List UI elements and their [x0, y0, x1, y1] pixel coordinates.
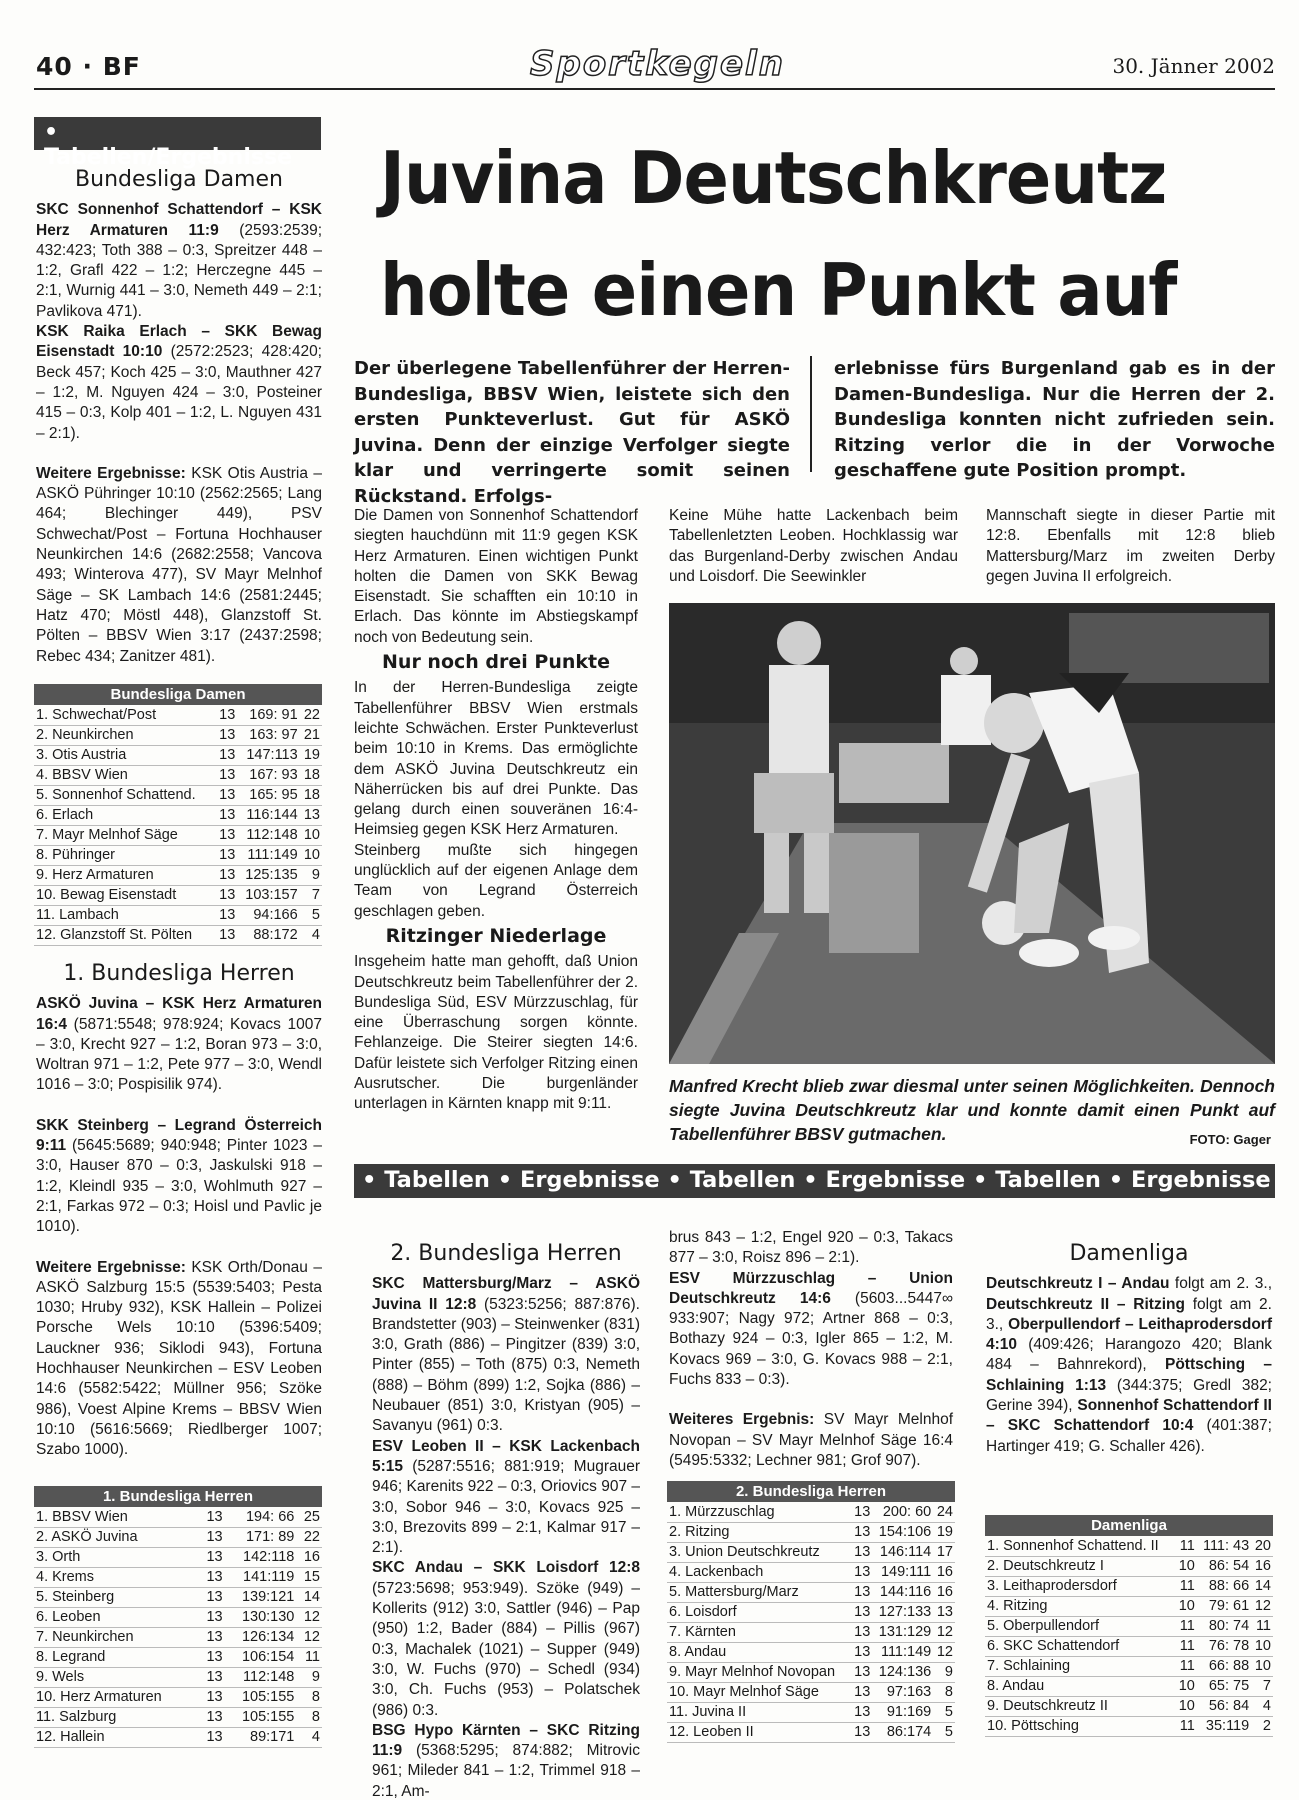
table-row: [667, 1542, 955, 1562]
points-cell: 12: [303, 1609, 320, 1625]
table-row: [34, 1627, 322, 1647]
table-row: [667, 1502, 955, 1522]
points-cell: 17: [936, 1544, 953, 1560]
bowling-photo: [669, 603, 1275, 1064]
score-cell: 86:174: [886, 1724, 932, 1740]
points-cell: 20: [1254, 1537, 1271, 1554]
games-cell: 13: [206, 1729, 223, 1745]
table-row: [667, 1522, 955, 1542]
points-cell: 12: [1254, 1598, 1271, 1614]
table-row: [34, 1727, 322, 1747]
score-cell: 86: 54: [1208, 1558, 1250, 1574]
score-cell: 91:169: [886, 1704, 932, 1720]
table-row: [34, 925, 322, 945]
team-cell: 9. Wels: [36, 1669, 85, 1685]
table-row: [985, 1656, 1273, 1676]
score-cell: 131:129: [878, 1624, 932, 1640]
result-paragraph: ASKÖ Juvina – KSK Herz Armaturen 16:4 (5871:5548; 978:924; Kovacs 1007 – 3:0, Krecht 927 – 1:2, Boran 973 – 3:0, Woltran 971 – 1:2, Pete 977 – 3:0, Wendl 1016 – 3:0; Pospisilik 974).: [36, 995, 322, 1094]
damenliga-heading: Damenliga: [1069, 1241, 1189, 1266]
table-row: [34, 1567, 322, 1587]
score-cell: 116:144: [246, 807, 298, 823]
games-cell: 13: [219, 927, 236, 943]
games-cell: 13: [854, 1584, 871, 1600]
team-cell: 3. Union Deutschkreutz: [669, 1544, 820, 1560]
games-cell: 10: [1178, 1558, 1195, 1574]
score-cell: 111:149: [247, 847, 298, 863]
table-row: [34, 1527, 322, 1547]
section-tag: • Tabellen/Ergebnisse: [34, 117, 321, 150]
lead-right: erlebnisse fürs Burgenland gab es in der Damen-Bundesliga. Nur die Herren der 2. Bundesliga konnten nicht zufrieden sein. Ritzing verlor die in der Vorwoche geschaffene gute Position prompt.: [834, 358, 1275, 481]
points-cell: 8: [944, 1684, 953, 1700]
left-column: [36, 166, 322, 667]
games-cell: 10: [1178, 1678, 1195, 1694]
games-cell: 13: [206, 1649, 223, 1665]
team-cell: 4. Lackenbach: [669, 1564, 764, 1580]
points-cell: 24: [936, 1503, 953, 1520]
table-row: [34, 785, 322, 805]
standings-table-2-bundesliga-herren: [667, 1481, 955, 1743]
points-cell: 5: [944, 1724, 953, 1740]
table-row: [667, 1662, 955, 1682]
games-cell: 13: [219, 747, 236, 763]
table-row: [667, 1642, 955, 1662]
games-cell: 11: [1179, 1638, 1195, 1654]
bundesliga-2-heading: 2. Bundesliga Herren: [390, 1241, 622, 1266]
table-row: [667, 1702, 955, 1722]
points-cell: 9: [311, 867, 320, 883]
table-row: [667, 1722, 955, 1742]
games-cell: 13: [206, 1629, 223, 1645]
team-cell: 12. Hallein: [36, 1729, 105, 1745]
score-cell: 89:171: [250, 1729, 295, 1745]
table-row: [34, 825, 322, 845]
headline: Juvina Deutschkreutz holte einen Punkt auf: [380, 136, 1177, 332]
team-cell: 3. Leithaprodersdorf: [987, 1578, 1117, 1594]
table-row: [985, 1556, 1273, 1576]
points-cell: 7: [1262, 1678, 1271, 1694]
team-cell: 7. Kärnten: [669, 1624, 736, 1640]
issue-date: 30. Jänner 2002: [1112, 54, 1275, 78]
team-cell: 2. Ritzing: [669, 1524, 730, 1540]
score-cell: 76: 78: [1208, 1638, 1250, 1654]
games-cell: 13: [206, 1669, 223, 1685]
article-column-3: Mannschaft siegte in dieser Partie mit 12:8. Ebenfalls mit 12:8 blieb Mattersburg/Marz im zweiten Derby gegen Juvina II erfolgreich.: [986, 507, 1275, 585]
team-cell: 3. Otis Austria: [36, 747, 127, 763]
table-row: [985, 1716, 1273, 1736]
team-cell: 10. Herz Armaturen: [36, 1689, 162, 1705]
score-cell: 171: 89: [245, 1529, 295, 1545]
games-cell: 13: [219, 767, 236, 783]
score-cell: 141:119: [243, 1569, 295, 1585]
table-row: [34, 705, 322, 725]
games-cell: 13: [219, 807, 236, 823]
team-cell: 2. Deutschkreutz I: [987, 1558, 1104, 1574]
header-rule: [34, 88, 1275, 90]
points-cell: 5: [944, 1704, 953, 1720]
table-row: [34, 1507, 322, 1527]
games-cell: 13: [206, 1569, 223, 1585]
score-cell: 146:114: [879, 1544, 932, 1560]
score-cell: 139:121: [241, 1589, 295, 1605]
games-cell: 13: [854, 1724, 871, 1740]
points-cell: 4: [311, 1729, 320, 1745]
team-cell: 9. Mayr Melnhof Novopan: [669, 1664, 836, 1680]
bundesliga-2-column-1: 2. Bundesliga Herren SKC Mattersburg/Marz – ASKÖ Juvina II 12:8 (5323:5256; 887:876). Brandstetter (903) – Steinwenker (831) 3:0, Grath (886) – Pingitzer (839) 3:0, Pinter (855) – Toth (875) 0:3, Nemeth (888) – Böhm (899) 1:2, Sojka (886) – Neubauer (851) 3:0, Kristyan (905) – Savanyu (961) 0:3. ESV Leoben II – KSK Lackenbach 5:15 (5287:5516; 881:919; Mugrauer 946; Karenits 922 – 0:3, Oriovics 907 – 3:0, Sobor 946 – 3:0, Kovacs 925 – 3:0, Brezovits 899 – 2:1, Kalmar 917 – 2:1). SKC Andau – SKK Loisdorf 12:8 (5723:5698; 953:949). Szöke (949) – Kollerits (912) 3:0, Sattler (946) – Pap (950) 1:2, Bader (884) – Pillis (967) 0:3, Machalek (1021) – Supper (949) 3:0, W. Fuchs (970) – Schedl (934) 3:0, Ch. Fuchs (953) – Polatschek (986) 0:3. BSG Hypo Kärnten – SKC Ritzing 11:9 (5368:5295; 874:882; Mitrovic 961; Mileder 841 – 1:2, Trimmel 918 – 2:1, Am-: [372, 1241, 640, 1800]
table-row: [34, 765, 322, 785]
team-cell: 7. Neunkirchen: [36, 1629, 134, 1645]
table-row: [667, 1682, 955, 1702]
points-cell: 16: [936, 1584, 953, 1600]
games-cell: 10: [1178, 1698, 1195, 1714]
games-cell: 13: [219, 847, 236, 863]
points-cell: 10: [1254, 1658, 1271, 1674]
team-cell: 5. Sonnenhof Schattend.: [36, 787, 196, 803]
table-row: [985, 1536, 1273, 1556]
article-column-2: Keine Mühe hatte Lackenbach beim Tabellenletzten Leoben. Hochklassig war das Burgenland-Derby zwischen Andau und Loisdorf. Die Seewinkler: [669, 507, 958, 585]
score-cell: 127:133: [878, 1604, 932, 1620]
points-cell: 22: [303, 706, 320, 723]
table-row: [667, 1622, 955, 1642]
team-cell: 4. BBSV Wien: [36, 767, 128, 783]
table-row: [985, 1596, 1273, 1616]
score-cell: 106:154: [241, 1649, 295, 1665]
games-cell: 13: [206, 1609, 223, 1625]
table-row: [667, 1602, 955, 1622]
table-row: [34, 745, 322, 765]
team-cell: 12. Glanzstoff St. Pölten: [36, 927, 193, 943]
team-cell: 8. Andau: [669, 1644, 727, 1660]
score-cell: 35:119: [1205, 1718, 1250, 1734]
games-cell: 11: [1179, 1658, 1195, 1674]
score-cell: 130:130: [241, 1609, 295, 1625]
table-row: [34, 885, 322, 905]
table-title: 1. Bundesliga Herren: [34, 1486, 322, 1507]
score-cell: 169: 91: [249, 706, 298, 723]
games-cell: 13: [854, 1704, 871, 1720]
score-cell: 165: 95: [249, 787, 298, 803]
points-cell: 11: [304, 1649, 320, 1665]
table-title: Bundesliga Damen: [34, 684, 322, 705]
table-row: [34, 805, 322, 825]
result-paragraph: SKK Steinberg – Legrand Österreich 9:11 (5645:5689; 940:948; Pinter 1023 – 3:0, Hauser 870 – 0:3, Jaskulski 918 – 1:2, Kleindl 935 – 3:0, Wohlmuth 927 – 2:1, Farkas 972 – 0:3; Hoisl und Pavlic je 1010).: [36, 1116, 322, 1236]
lead-left: Der überlegene Tabellenführer der Herren-Bundesliga, BBSV Wien, leistete sich den ersten Punkteverlust. Gut für ASKÖ Juvina. Denn der einzige Verfolger siegte klar und verringerte somit seinen Rückstand. Erfolgs-: [354, 358, 790, 507]
table-row: [34, 1687, 322, 1707]
points-cell: 8: [311, 1689, 320, 1705]
score-cell: 80: 74: [1208, 1618, 1250, 1634]
team-cell: 11. Juvina II: [669, 1704, 747, 1720]
team-cell: 9. Deutschkreutz II: [987, 1698, 1108, 1714]
table-row: [34, 1607, 322, 1627]
score-cell: 154:106: [878, 1524, 932, 1540]
photo-credit: FOTO: Gager: [1189, 1132, 1271, 1147]
games-cell: 11: [1179, 1718, 1195, 1734]
points-cell: 14: [1254, 1578, 1271, 1594]
points-cell: 4: [311, 927, 320, 943]
photo-illustration: [669, 603, 1275, 1064]
points-cell: 18: [303, 787, 320, 803]
points-cell: 10: [303, 827, 320, 843]
score-cell: 144:116: [879, 1584, 932, 1600]
table-row: [34, 1667, 322, 1687]
games-cell: 13: [854, 1564, 871, 1580]
games-cell: 13: [219, 827, 236, 843]
team-cell: 8. Pühringer: [36, 847, 115, 863]
score-cell: 112:148: [243, 1669, 295, 1685]
team-cell: 10. Mayr Melnhof Säge: [669, 1684, 819, 1700]
team-cell: 1. BBSV Wien: [36, 1508, 128, 1525]
table-row: [34, 905, 322, 925]
points-cell: 11: [1255, 1618, 1271, 1634]
games-cell: 13: [219, 867, 236, 883]
result-paragraph: Weitere Ergebnisse: KSK Otis Austria – ASKÖ Pühringer 10:10 (2562:2565; Lang 464; Blechinger 449), PSV Schwechat/Post – Fortuna Hochhauser Neunkirchen 14:6 (2682:2558; Vancova 493; Winterova 477), SV Mayr Melnhof Säge – SK Lambach 14:6 (2581:2445; Hatz 470; Möstl 448), Glanzstoff St. Pölten – BBSV Wien 3:17 (2437:2598; Rebec 434; Zanitzer 481).: [36, 464, 322, 665]
score-cell: 88:172: [253, 927, 298, 943]
result-paragraph: KSK Raika Erlach – SKK Bewag Eisenstadt 10:10 (2572:2523; 428:420; Beck 457; Koch 425 – 3:0, Mauthner 427 – 1:2, M. Nguyen 424 – 3:0, Posteiner 415 – 0:3, Kolp 401 – 1:2, L. Nguyen 431 – 2:1).: [36, 323, 322, 442]
games-cell: 10: [1178, 1598, 1195, 1614]
points-cell: 13: [936, 1604, 953, 1620]
games-cell: 13: [219, 727, 236, 743]
table-row: [667, 1582, 955, 1602]
games-cell: 11: [1179, 1618, 1195, 1634]
team-cell: 8. Andau: [987, 1678, 1045, 1694]
games-cell: 11: [1179, 1578, 1195, 1594]
team-cell: 6. SKC Schattendorf: [987, 1638, 1120, 1654]
table-row: [34, 1647, 322, 1667]
damenliga-column: Damenliga Deutschkreutz I – Andau folgt am 2. 3., Deutschkreutz II – Ritzing folgt am 2. 3., Oberpullendorf – Leithaprodersdorf 4:10 (409:426; Harangozo 420; Blank 484 – Bahnrekord), Pöttsching – Schlaining 1:13 (344:375; Gredl 382; Gerine 394), Sonnenhof Schattendorf II – SKC Schattendorf 10:4 (401:387; Hartinger 419; G. Schaller 426).: [986, 1241, 1273, 1455]
table-row: [34, 725, 322, 745]
standings-table-1-bundesliga-herren: [34, 1486, 322, 1748]
points-cell: 10: [1254, 1638, 1271, 1654]
games-cell: 13: [854, 1624, 871, 1640]
score-cell: 79: 61: [1208, 1598, 1250, 1614]
team-cell: 12. Leoben II: [669, 1724, 754, 1740]
games-cell: 13: [854, 1684, 871, 1700]
team-cell: 1. Mürzzuschlag: [669, 1503, 775, 1520]
team-cell: 1. Sonnenhof Schattend. II: [987, 1537, 1159, 1554]
score-cell: 149:111: [880, 1564, 932, 1580]
points-cell: 16: [1254, 1558, 1271, 1574]
games-cell: 13: [219, 907, 236, 923]
team-cell: 2. Neunkirchen: [36, 727, 134, 743]
photo-caption: Manfred Krecht blieb zwar diesmal unter seinen Möglichkeiten. Dennoch siegte Juvina Deutschkreutz klar und konnte damit einen Punkt auf Tabellenführer BBSV gutmachen.: [669, 1076, 1275, 1144]
games-cell: 13: [854, 1544, 871, 1560]
score-cell: 103:157: [245, 887, 298, 903]
team-cell: 6. Loisdorf: [669, 1604, 737, 1620]
team-cell: 2. ASKÖ Juvina: [36, 1529, 138, 1545]
score-cell: 111:149: [880, 1644, 932, 1660]
score-cell: 88: 66: [1208, 1578, 1250, 1594]
bundesliga-2-column-2: brus 843 – 1:2, Engel 920 – 0:3, Takacs 877 – 3:0, Roisz 896 – 2:1). ESV Mürzzuschlag – Union Deutschkreutz 14:6 (5603...5447∞ 933:907; Nagy 972; Artner 868 – 0:3, Bothazy 924 – 0:3, Igler 865 – 1:2, M. Kovacs 969 – 3:0, G. Kovacs 988 – 2:1, Fuchs 833 – 0:3). Weiteres Ergebnis: SV Mayr Melnhof Novopan – SV Mayr Melnhof Säge 16:4 (5495:5332; Lechner 981; Grof 907).: [669, 1229, 954, 1469]
points-cell: 15: [303, 1569, 320, 1585]
table-row: [34, 1587, 322, 1607]
table-title: Damenliga: [985, 1515, 1273, 1536]
points-cell: 2: [1262, 1718, 1271, 1734]
score-cell: 125:135: [245, 867, 298, 883]
table-row: [985, 1616, 1273, 1636]
team-cell: 7. Mayr Melnhof Säge: [36, 827, 178, 843]
score-cell: 65: 75: [1208, 1678, 1250, 1694]
games-cell: 13: [854, 1503, 871, 1520]
team-cell: 1. Schwechat/Post: [36, 706, 157, 723]
games-cell: 13: [219, 787, 236, 803]
games-cell: 13: [206, 1709, 223, 1725]
bundesliga-damen-heading: Bundesliga Damen: [75, 167, 283, 192]
games-cell: 13: [206, 1508, 223, 1525]
score-cell: 111: 43: [1202, 1537, 1250, 1554]
points-cell: 16: [303, 1549, 320, 1565]
team-cell: 5. Steinberg: [36, 1589, 115, 1605]
points-cell: 9: [311, 1669, 320, 1685]
games-cell: 13: [206, 1689, 223, 1705]
score-cell: 194: 66: [245, 1508, 295, 1525]
team-cell: 5. Mattersburg/Marz: [669, 1584, 799, 1600]
team-cell: 5. Oberpullendorf: [987, 1618, 1100, 1634]
standings-table-damenliga: [985, 1515, 1273, 1737]
score-cell: 124:136: [878, 1664, 932, 1680]
points-cell: 14: [303, 1589, 320, 1605]
team-cell: 8. Legrand: [36, 1649, 106, 1665]
team-cell: 10. Pöttsching: [987, 1718, 1079, 1734]
team-cell: 6. Leoben: [36, 1609, 101, 1625]
games-cell: 11: [1179, 1537, 1195, 1554]
score-cell: 142:118: [243, 1549, 295, 1565]
games-cell: 13: [206, 1529, 223, 1545]
points-cell: 19: [936, 1524, 953, 1540]
team-cell: 3. Orth: [36, 1549, 81, 1565]
games-cell: 13: [854, 1604, 871, 1620]
score-cell: 147:113: [246, 747, 298, 763]
score-cell: 56: 84: [1208, 1698, 1250, 1714]
points-cell: 16: [936, 1564, 953, 1580]
table-row: [34, 845, 322, 865]
table-row: [985, 1696, 1273, 1716]
score-cell: 105:155: [241, 1689, 295, 1705]
score-cell: 94:166: [253, 907, 298, 923]
points-cell: 13: [303, 807, 320, 823]
points-cell: 4: [1262, 1698, 1271, 1714]
points-cell: 12: [936, 1644, 953, 1660]
section-title: Sportkegeln: [530, 44, 785, 84]
score-cell: 163: 97: [249, 727, 298, 743]
lead-divider: [810, 356, 812, 472]
games-cell: 13: [219, 887, 236, 903]
games-cell: 13: [219, 706, 236, 723]
score-cell: 105:155: [241, 1709, 295, 1725]
standings-table-bundesliga-damen: [34, 684, 322, 946]
team-cell: 11. Lambach: [36, 907, 119, 923]
left-column-lower: [36, 960, 322, 1461]
games-cell: 13: [206, 1589, 223, 1605]
score-cell: 66: 88: [1208, 1658, 1250, 1674]
points-cell: 9: [944, 1664, 953, 1680]
points-cell: 5: [311, 907, 320, 923]
points-cell: 25: [303, 1508, 320, 1525]
score-cell: 112:148: [246, 827, 298, 843]
games-cell: 13: [854, 1524, 871, 1540]
points-cell: 12: [303, 1629, 320, 1645]
team-cell: 7. Schlaining: [987, 1658, 1071, 1674]
games-cell: 13: [206, 1549, 223, 1565]
points-cell: 21: [303, 727, 320, 743]
games-cell: 13: [854, 1644, 871, 1660]
team-cell: 6. Erlach: [36, 807, 94, 823]
subheading-nur-noch-drei-punkte: Nur noch drei Punkte: [382, 651, 610, 674]
tabellen-ergebnisse-banner: • Tabellen • Ergebnisse • Tabellen • Ergebnisse • Tabellen • Ergebnisse: [354, 1164, 1275, 1198]
page-number: 40 · BF: [36, 52, 141, 81]
table-row: [667, 1562, 955, 1582]
team-cell: 4. Ritzing: [987, 1598, 1048, 1614]
score-cell: 167: 93: [249, 767, 298, 783]
score-cell: 126:134: [241, 1629, 295, 1645]
bundesliga-herren-heading: 1. Bundesliga Herren: [63, 961, 295, 986]
score-cell: 200: 60: [882, 1503, 932, 1520]
table-row: [985, 1676, 1273, 1696]
points-cell: 18: [303, 767, 320, 783]
games-cell: 13: [854, 1664, 871, 1680]
table-title: 2. Bundesliga Herren: [667, 1481, 955, 1502]
result-paragraph: SKC Sonnenhof Schattendorf – KSK Herz Armaturen 11:9 (2593:2539; 432:423; Toth 388 – 0:3, Spreitzer 448 – 1:2, Grafl 422 – 1:2; Herczegne 445 – 2:1, Wurnig 441 – 3:0, Nemeth 449 – 2:1; Pavlikova 471).: [36, 201, 323, 320]
result-paragraph: Weitere Ergebnisse: KSK Orth/Donau – ASKÖ Salzburg 15:5 (5539:5403; Pesta 1030; Hruby 932), KSK Hallein – Polizei Porsche Wels 10:10 (5396:5409; Lauckner 936; Siklodi 943), Fortuna Hochhauser Neunkirchen – ESV Leoben 14:6 (5582:5422; Müllner 956; Szöke 986), Voest Alpine Krems – BBSV Wien 10:10 (5616:5669; Riedlberger 1007; Szabo 1000).: [36, 1258, 322, 1459]
table-row: [34, 865, 322, 885]
subheading-ritzinger-niederlage: Ritzinger Niederlage: [385, 924, 607, 947]
points-cell: 7: [311, 887, 320, 903]
team-cell: 11. Salzburg: [36, 1709, 117, 1725]
team-cell: 9. Herz Armaturen: [36, 867, 154, 883]
table-row: [985, 1636, 1273, 1656]
points-cell: 22: [303, 1529, 320, 1545]
table-row: [34, 1547, 322, 1567]
score-cell: 97:163: [886, 1684, 932, 1700]
points-cell: 8: [311, 1709, 320, 1725]
points-cell: 10: [303, 847, 320, 863]
article-column-1: Die Damen von Sonnenhof Schattendorf siegten hauchdünn mit 11:9 gegen KSK Herz Armaturen. Einen wichtigen Punkt holten die Damen von SKK Bewag Eisenstadt. Sie schafften ein 10:10 in Erlach. Das könnte im Abstiegskampf noch von Bedeutung sein. Nur noch drei Punkte In der Herren-Bundesliga zeigte Tabellenführer BBSV Wien erstmals leichte Schwächen. Erster Punkteverlust beim 10:10 in Krems. Das ermöglichte dem ASKÖ Juvina Deutschkreutz ein Näherrücken bis auf drei Punkte. Das gelang durch einen souveränen 16:4-Heimsieg gegen KSK Herz Armaturen. Steinberg mußte sich hingegen unglücklich auf der eigenen Anlage dem Team von Legrand Österreich geschlagen geben. Ritzinger Niederlage Insgeheim hatte man gehofft, daß Union Deutschkreutz beim Tabellenführer der 2. Bundesliga Süd, ESV Mürzzuschlag, für eine Überraschung sorgen könnte. Fehlanzeige. Die Steirer siegten 14:6. Dafür leistete sich Verfolger Ritzing einen Ausrutscher. Die burgenländer unterlagen in Kärnten knapp mit 9:11.: [354, 507, 638, 1113]
points-cell: 19: [303, 747, 320, 763]
team-cell: 10. Bewag Eisenstadt: [36, 887, 177, 903]
points-cell: 12: [936, 1624, 953, 1640]
table-row: [34, 1707, 322, 1727]
table-row: [985, 1576, 1273, 1596]
team-cell: 4. Krems: [36, 1569, 95, 1585]
